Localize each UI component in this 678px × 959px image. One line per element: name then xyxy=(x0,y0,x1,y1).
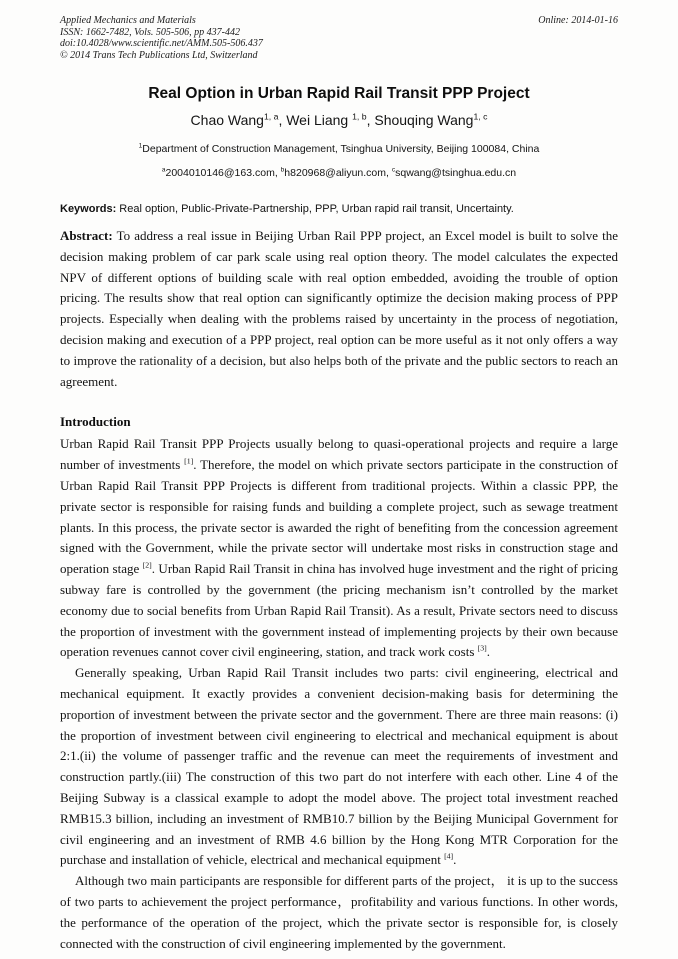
copyright-line: © 2014 Trans Tech Publications Ltd, Switzerland xyxy=(60,49,258,61)
affiliation-line: $^1$Department of Construction Management, Tsinghua University, Beijing 100084, China xyxy=(138,142,540,155)
intro-paragraph-1: Urban Rapid Rail Transit PPP Projects usually belong to quasi-operational projects and require a large number of investments [1]. Therefore, the model on which private sectors participate in the construction of Urban Rapid Rail Transit PPP Projects is different from traditional projects. Within a classic PPP, the private sector is responsible for raising funds and building a complete project, such as sewage treatment plants. In this process, the private sector is awarded the right of benefiting from the concession agreement signed with the Government, while the private sector will undertake most risks in construction stage and operation stage [2]. Urban Rapid Rail Transit in china has involved huge investment and the right of pricing subway fare is controlled by the government (the pricing mechanism isn’t controlled by the market economy due to social benefits from Urban Rapid Rail Transit). As a result, Private sectors need to discuss the proportion of investment with the government instead of implementing projects by their own because operation revenues cannot cover civil engineering, station, and track work costs [3]. xyxy=(60,436,618,660)
paper-title: Real Option in Urban Rapid Rail Transit PPP Project xyxy=(148,85,530,102)
doi-line: doi:10.4028/www.scientific.net/AMM.505-506.437 xyxy=(60,38,263,49)
authors-line: Chao Wang$^{1, a}$, Wei Liang $^{1, b}$, Shouqing Wang$^{1, c}$ xyxy=(190,111,488,128)
journal-info xyxy=(60,15,263,61)
section-heading-introduction: Introduction xyxy=(60,414,131,430)
keywords-line: Keywords: Real option, Public-Private-Partnership, PPP, Urban rapid rail transit, Uncertainty. xyxy=(60,203,514,215)
online-date: Online: 2014-01-16 xyxy=(538,15,618,26)
title-block xyxy=(60,85,618,179)
intro-paragraph-3: Although two main participants are responsible for different parts of the project， it is up to the success of two parts to achievement the project performance，profitability and various functions. In other words, the performance of the operation of the project, which the private sector is responsible for, is closely connected with the construction of civil engineering implemented by the government. xyxy=(60,873,618,951)
journal-name: Applied Mechanics and Materials xyxy=(60,15,196,26)
abstract-paragraph: Abstract: To address a real issue in Beijing Urban Rail PPP project, an Excel model is built to solve the decision making problem of car park scale using real option theory. The model calculates the expected NPV of different options of building scale with real option embedded, avoiding the trouble of option pricing. The results show that real option can significantly optimize the decision making process of PPP projects. Especially when dealing with the problems raised by uncertainty in the process of negotiation, decision making and execution of a PPP project, real option can be more useful as it not only offers a way to improve the rationality of a decision, but also helps both of the private and the public sectors to reach an agreement. xyxy=(60,228,618,389)
page-header xyxy=(60,15,618,61)
intro-paragraph-2: Generally speaking, Urban Rapid Rail Transit includes two parts: civil engineering, electrical and mechanical equipment. It exactly provides a convenient decision-making basis for determining the proportion of investment between the private sector and the government. There are three main reasons: (i) the proportion of investment between civil engineering to electrical and mechanical equipment is about 2:1.(ii) the volume of passenger traffic and the revenue can meet the requirements of investment and construction partly.(iii) The construction of this two part do not interfere with each other. Line 4 of the Beijing Subway is a classical example to adopt the model above. The project total investment reached RMB15.3 billion, including an investment of RMB10.7 billion by the Beijing Municipal Government for civil engineering and an investment of RMB 4.6 billion by the Hong Kong MTR Corporation for the purchase and installation of vehicle, electrical and mechanical equipment [4]. xyxy=(60,665,618,868)
issn-line: ISSN: 1662-7482, Vols. 505-506, pp 437-442 xyxy=(60,26,240,38)
emails-line: $^a$2004010146@163.com, $^b$h820968@aliyun.com, $^c$sqwang@tsinghua.edu.cn xyxy=(161,166,517,179)
